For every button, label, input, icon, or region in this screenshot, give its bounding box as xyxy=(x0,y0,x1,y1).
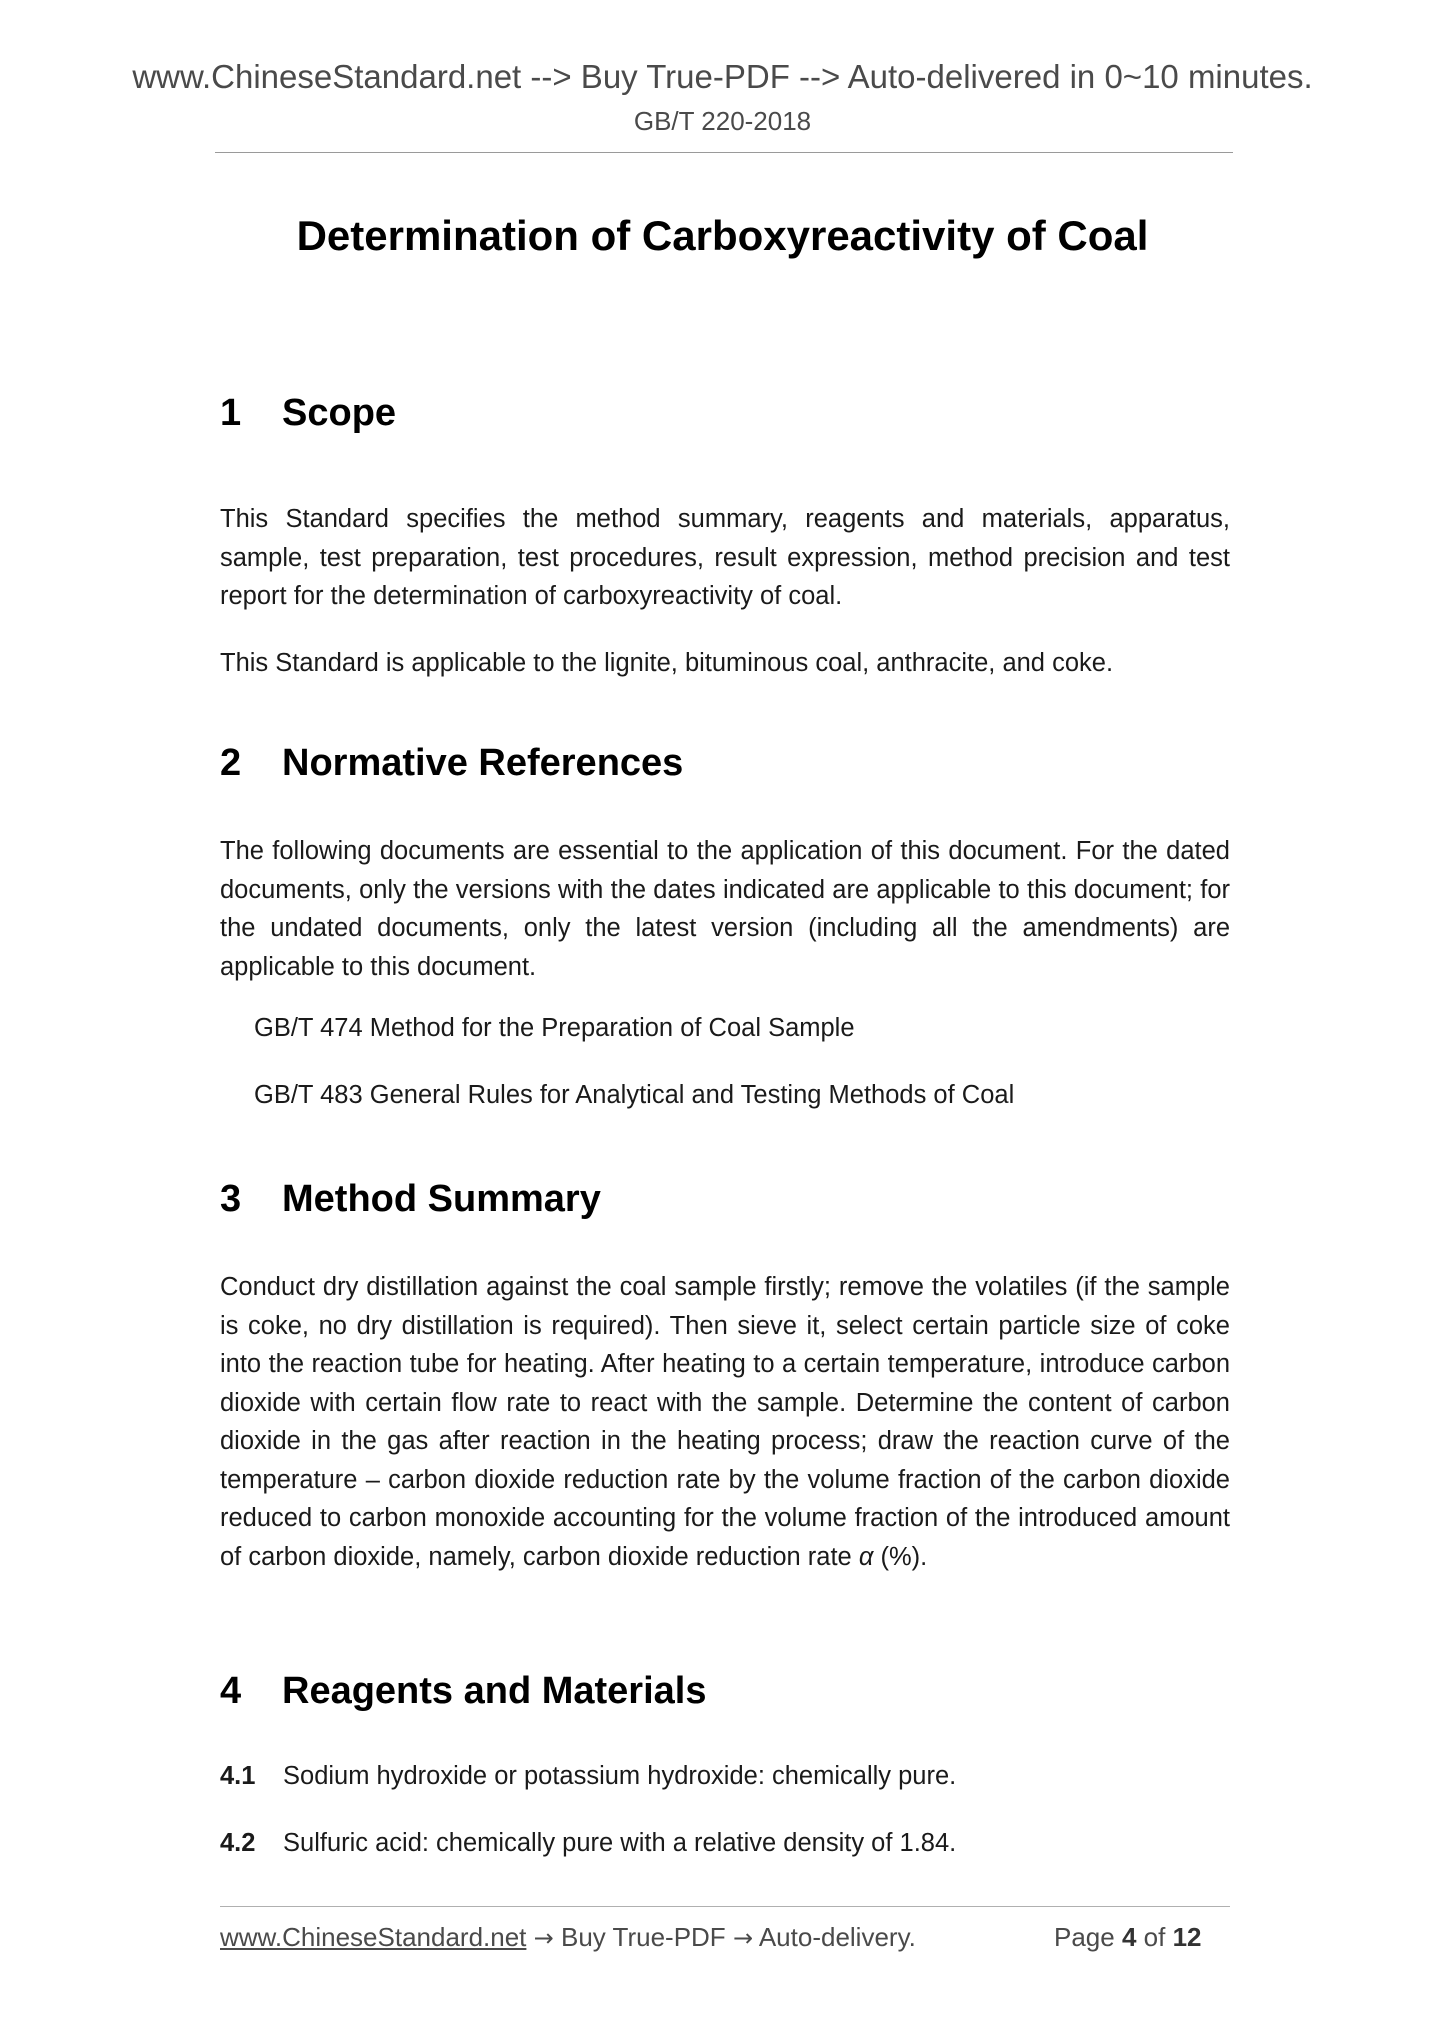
section-title: Normative References xyxy=(282,742,684,784)
alpha-symbol: α xyxy=(858,1542,874,1571)
section-heading-reagents xyxy=(220,1670,706,1713)
references-paragraph: The following documents are essential to the application of this document. For the dated documents, only the versions with the dates indicated are applicable to this document; for the undated documents, only the latest version (including all the amendments) are applicable to this document. xyxy=(220,837,1230,981)
standard-code: GB/T 220-2018 xyxy=(633,106,812,136)
section-heading-scope xyxy=(220,392,396,435)
header-banner: www.ChineseStandard.net --> Buy True-PDF --> Auto-delivered in 0~10 minutes. xyxy=(132,58,1313,95)
method-text: Conduct dry distillation against the coal sample firstly; remove the volatiles (if the sample is coke, no dry distillation is required). Then sieve it, select certain particle size of coke into the reaction tube for heating. After heating to a certain temperature, introduce carbon dioxide with certain flow rate to react with the sample. Determine the content of carbon dioxide in the gas after reaction in the heating process; draw the reaction curve of the temperature – carbon dioxide reduction rate by the volume fraction of the carbon dioxide reduced to carbon monoxide accounting for the volume fraction of the introduced amount of carbon dioxide, namely, carbon dioxide reduction rate xyxy=(220,1273,1230,1571)
of-label: of xyxy=(1143,1922,1166,1952)
section-title: Method Summary xyxy=(282,1178,601,1220)
scope-paragraph-2: This Standard is applicable to the lignite, bituminous coal, anthracite, and coke. xyxy=(220,649,1114,677)
total-pages: 12 xyxy=(1172,1922,1202,1952)
clause-text: Sodium hydroxide or potassium hydroxide: chemically pure. xyxy=(283,1762,957,1790)
section-number: 4 xyxy=(220,1670,242,1712)
buy-text: Buy True-PDF xyxy=(560,1922,726,1952)
reference-item-gbt474: GB/T 474 Method for the Preparation of Coal Sample xyxy=(254,1014,855,1042)
section-number: 1 xyxy=(220,392,242,434)
footer-links xyxy=(220,1922,916,1953)
document-title: Determination of Carboxyreactivity of Coal xyxy=(296,212,1149,259)
method-unit: (%). xyxy=(880,1542,928,1571)
reagent-item-4-2 xyxy=(220,1829,956,1858)
section-heading-references xyxy=(220,742,683,785)
current-page: 4 xyxy=(1121,1922,1137,1952)
clause-number: 4.1 xyxy=(220,1762,256,1790)
reagent-item-4-1 xyxy=(220,1762,956,1791)
page-label: Page xyxy=(1054,1922,1115,1952)
section-number: 2 xyxy=(220,742,242,784)
site-link[interactable]: www.ChineseStandard.net xyxy=(220,1922,527,1952)
section-number: 3 xyxy=(220,1178,242,1220)
method-paragraph xyxy=(220,1268,1230,1576)
section-heading-method xyxy=(220,1178,601,1221)
clause-number: 4.2 xyxy=(220,1829,256,1857)
page-indicator xyxy=(1054,1922,1202,1953)
scope-paragraph-1: This Standard specifies the method summary, reagents and materials, apparatus, sample, test preparation, test procedures, result expression, method precision and test report for the determination of carboxyreactivity of coal. xyxy=(220,505,1230,610)
arrow-right-icon: → xyxy=(533,1924,554,1952)
reference-item-gbt483: GB/T 483 General Rules for Analytical and Testing Methods of Coal xyxy=(254,1081,1015,1109)
footer-divider xyxy=(220,1906,1230,1907)
arrow-right-icon: → xyxy=(732,1924,754,1952)
delivery-text: Auto-delivery. xyxy=(758,1922,916,1952)
header-divider xyxy=(215,152,1233,153)
clause-text: Sulfuric acid: chemically pure with a relative density of 1.84. xyxy=(283,1829,957,1857)
section-title: Scope xyxy=(282,392,397,434)
section-title: Reagents and Materials xyxy=(282,1670,707,1712)
